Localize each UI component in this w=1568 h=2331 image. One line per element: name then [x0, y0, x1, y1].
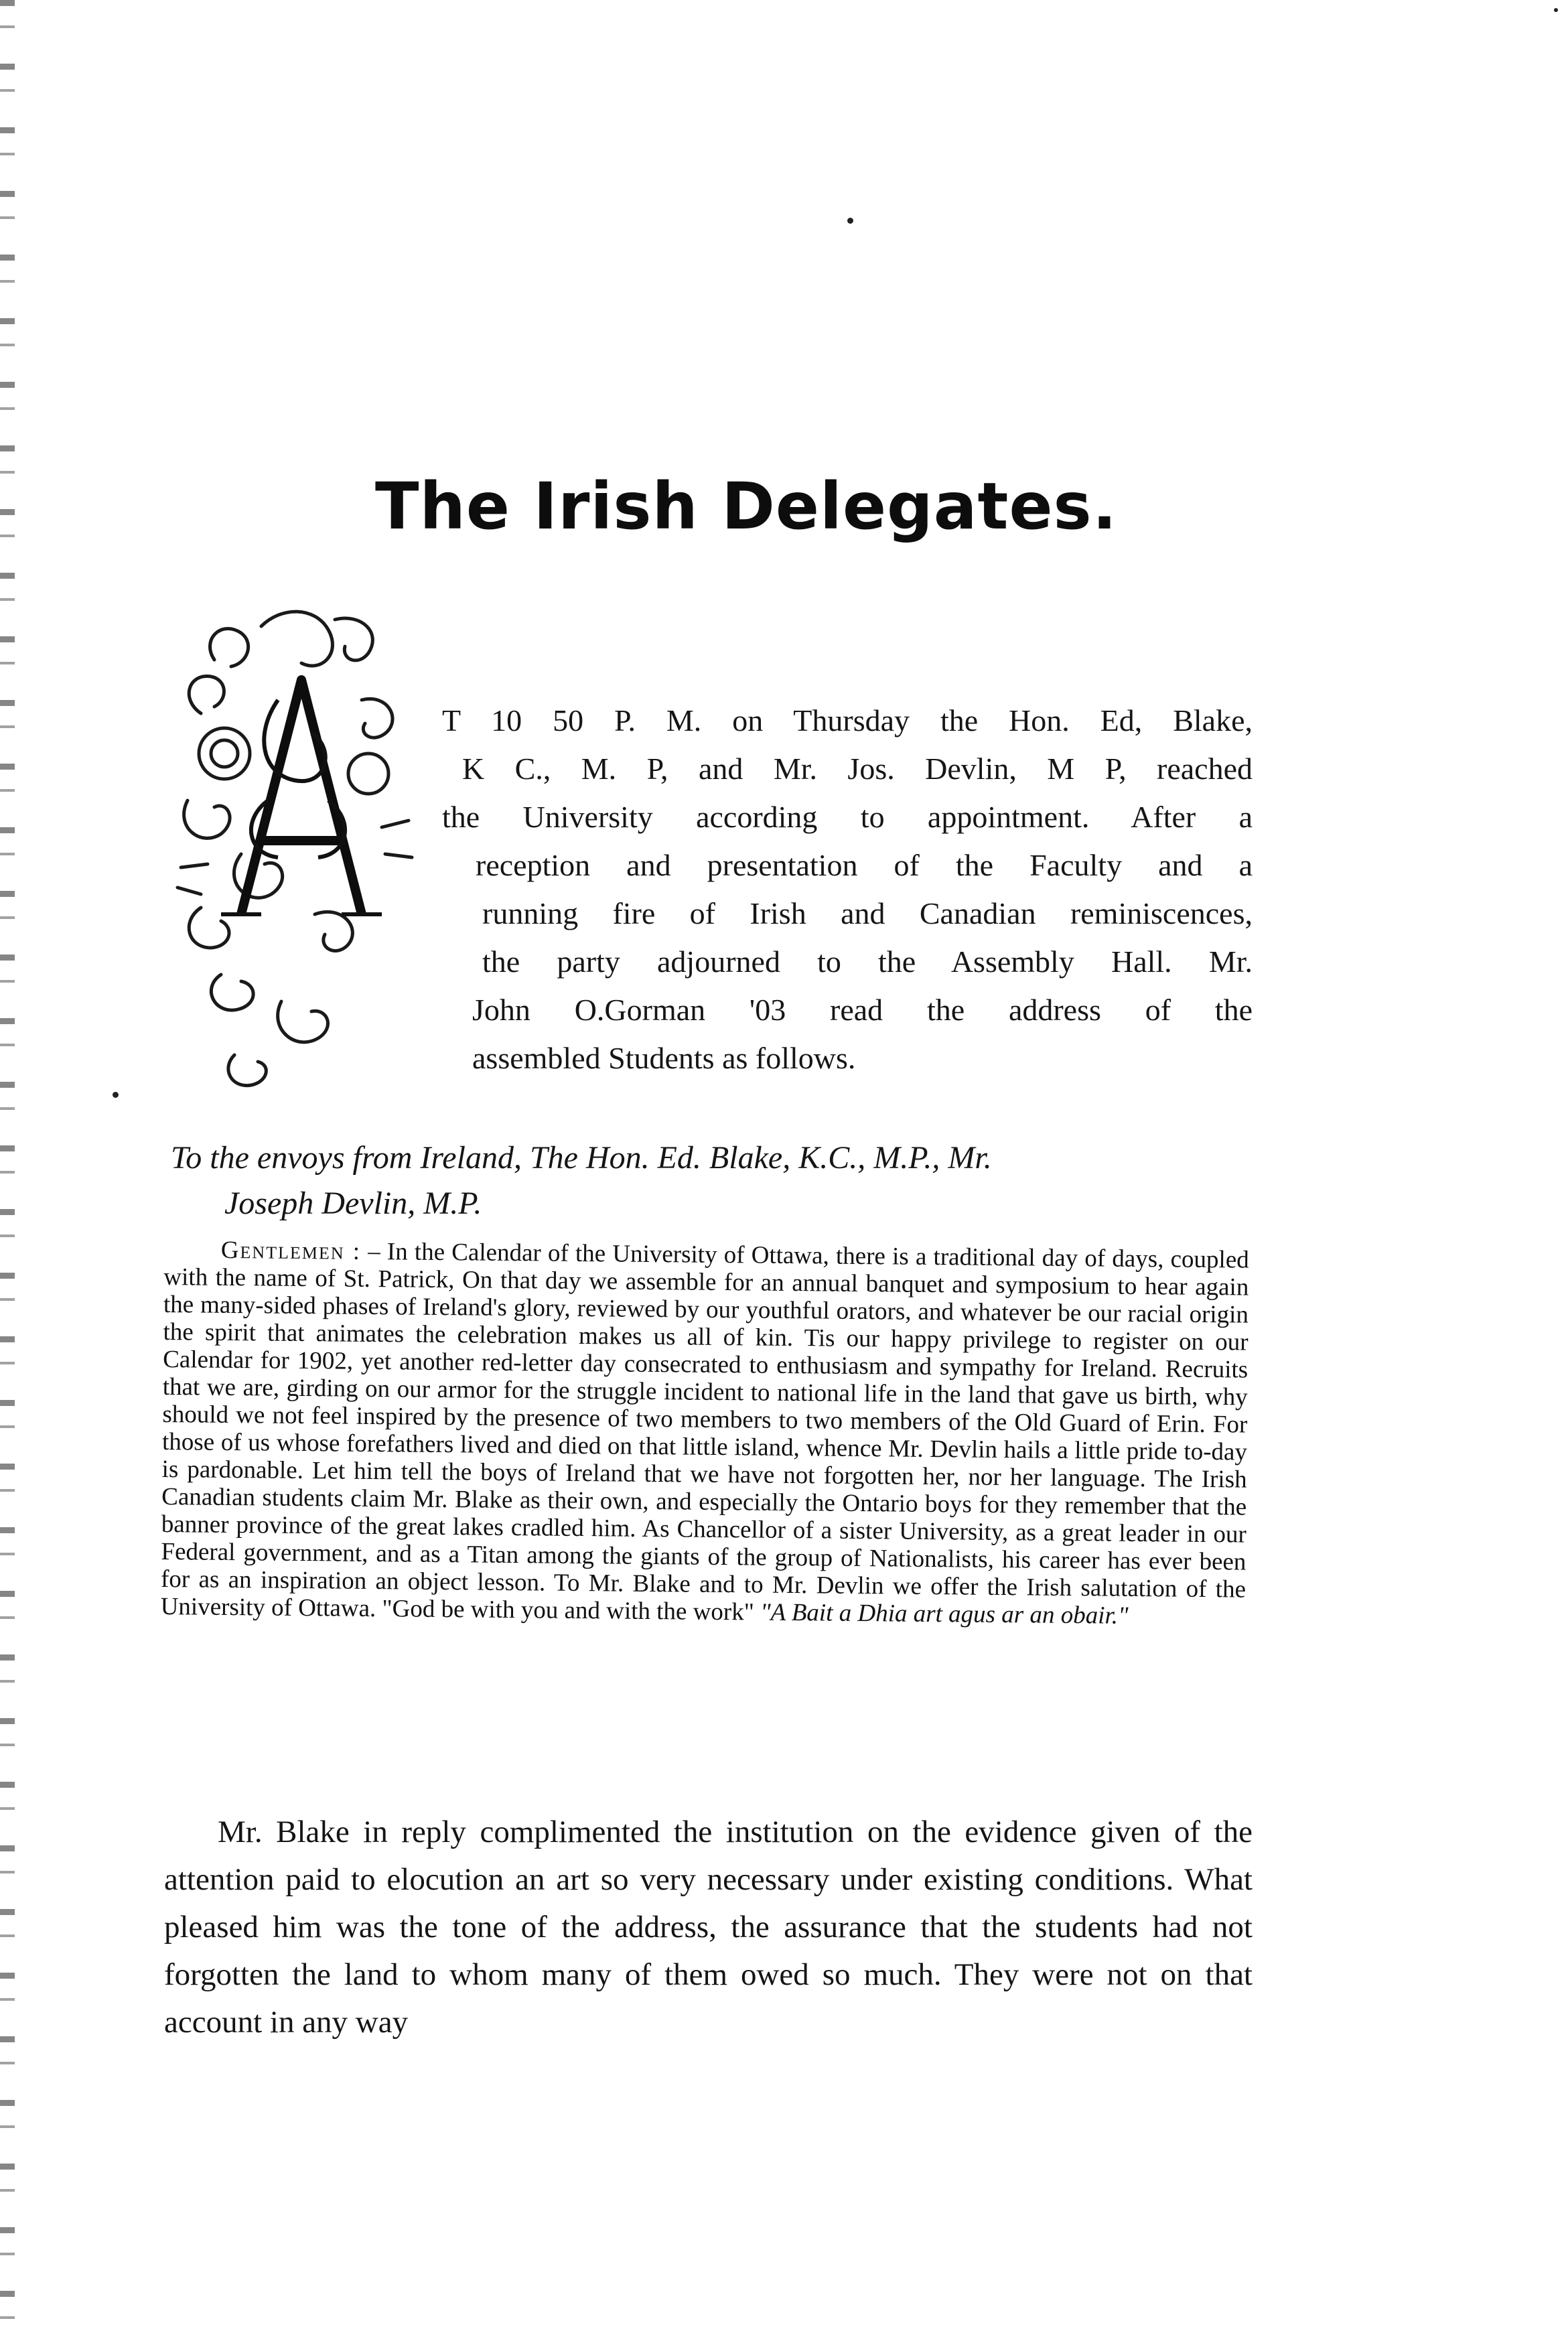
reply-paragraph: Mr. Blake in reply complimented the institution on the evidence given of the attention paid to elocution an art so very necessary under existing conditions. What pleased him was the tone of the address, the assurance that the students had not forgotten the land to whom many of them owed so much. They were not on that account in any way	[164, 1815, 1253, 2040]
ink-speck	[1554, 8, 1558, 12]
address-irish-closing: "A Bait a Dhia art agus ar an obair."	[760, 1598, 1129, 1630]
address-heading-line: To the envoys from Ireland, The Hon. Ed. Blake, K.C., M.P., Mr.	[171, 1140, 992, 1176]
binding-edge	[0, 0, 15, 2331]
address-heading-line: Joseph Devlin, M.P.	[224, 1186, 482, 1221]
opening-line: running fire of Irish and Canadian reminiscences,	[482, 896, 1253, 930]
opening-line: T 10 50 P. M. on Thursday the Hon. Ed, Blake,	[442, 703, 1253, 737]
opening-line: reception and presentation of the Faculty and a	[476, 848, 1253, 882]
opening-line: K C., M. P, and Mr. Jos. Devlin, M P, reached	[462, 752, 1253, 786]
ink-speck	[847, 218, 853, 224]
page-title: The Irish Delegates.	[375, 469, 1118, 544]
address-heading	[171, 1135, 1256, 1226]
address-salutation: Gentlemen :	[220, 1236, 362, 1265]
opening-line: John O.Gorman '03 read the address of the	[472, 993, 1253, 1027]
opening-line: the University according to appointment. After a	[442, 800, 1253, 834]
ink-speck	[113, 1092, 119, 1098]
ornamental-drop-cap-A-icon	[161, 599, 442, 1109]
opening-line: assembled Students as follows.	[472, 1041, 856, 1075]
address-text	[160, 1236, 1249, 1631]
opening-paragraph	[442, 697, 1253, 1082]
address-body: – In the Calendar of the University of Ottawa, there is a traditional day of days, coupled with the name of St. Patrick, On that day we assemble for an annual banquet and symposium to hear again the many-sided phases of Ireland's glory, reviewed by our youthful orators, and whatever be our racial origin the spirit that animates the celebration makes us all of kin. Tis our happy privilege to register on our Calendar for 1902, yet another red-letter day consecrated to enthusiasm and sympathy for Ireland. Recruits that we are, girding on our armor for the struggle incident to national life in the land that gave us birth, why should we not feel inspired by the presence of two members to two members of the Old Guard of Erin. For those of us whose forefathers lived and died on that little island, whence Mr. Devlin hails a little pride to-day is pardonable. Let him tell the boys of Ireland that we have not forgotten her, nor her language. The Irish Canadian students claim Mr. Blake as their own, and especially the Ontario boys for they remember that the banner province of the great lakes cradled him. As Chancellor of a sister University, as a great leader in our Federal government, and as a Titan among the giants of the group of Nationalists, his career has ever been for as an inspiration an object lesson. To Mr. Blake and to Mr. Devlin we offer the Irish salutation of the University of Ottawa. "God be with you and with the work"	[160, 1237, 1249, 1626]
opening-line: the party adjourned to the Assembly Hall. Mr.	[482, 944, 1253, 979]
